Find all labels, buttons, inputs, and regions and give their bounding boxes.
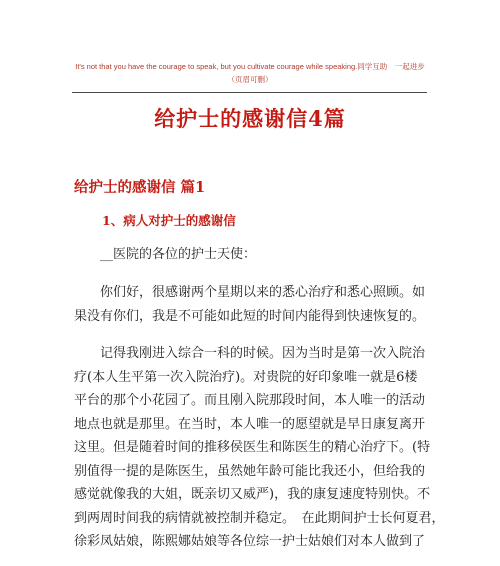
paragraph-line: 平台的那个小花园了。而且刚入院那段时间，本人唯一的活动: [74, 393, 426, 408]
body-paragraph-2: [74, 342, 445, 554]
paragraph-line: 感觉就像我的大姐，既亲切又威严)，我的康复速度特别快。不: [74, 487, 431, 502]
salutation-paragraph: [74, 243, 429, 267]
page-header-note: It's not that you have the courage to speak, but you cultivate courage while speaking.同学互助 一起进步（页眉可删）: [75, 62, 425, 84]
paragraph-line: 果没有你们，我是不可能如此短的时间内能得到快速恢复的。: [74, 308, 426, 324]
paragraph-line: 徐彩凤姑娘，陈熙娜姑娘等各位综一护士姑娘们对本人做到了: [74, 534, 426, 549]
paragraph-line: 这里。但是随着时间的推移侯医生和陈医生的精心治疗下。(特: [74, 440, 431, 455]
paragraph-line: 记得我刚进入综合一科的时候。因为当时是第一次入院治: [100, 346, 426, 361]
paragraph-line: 别值得一提的是陈医生，虽然她年龄可能比我还小，但给我的: [74, 463, 426, 479]
paragraph-line: 疗(本人生平第一次入院治疗)。对贵院的好印象唯一就是6楼: [74, 369, 418, 385]
header-divider: [72, 92, 427, 93]
paragraph-line: 你们好，很感谢两个星期以来的悉心治疗和悉心照顾。如: [100, 285, 426, 300]
document-title: 给护士的感谢信4篇: [154, 106, 346, 131]
salutation-line: __医院的各位的护士天使：: [100, 247, 257, 262]
paragraph-line: 到两周时间我的病情就被控制并稳定。 在此期间护士长何夏君，: [74, 510, 445, 526]
paragraph-line: 地点也就是那里。在当时，本人唯一的愿望就是早日康复离开: [74, 416, 426, 432]
sub-heading: 1、病人对护士的感谢信: [102, 213, 236, 228]
body-paragraph-1: [74, 281, 429, 328]
section-heading: 给护士的感谢信 篇1: [74, 179, 206, 196]
